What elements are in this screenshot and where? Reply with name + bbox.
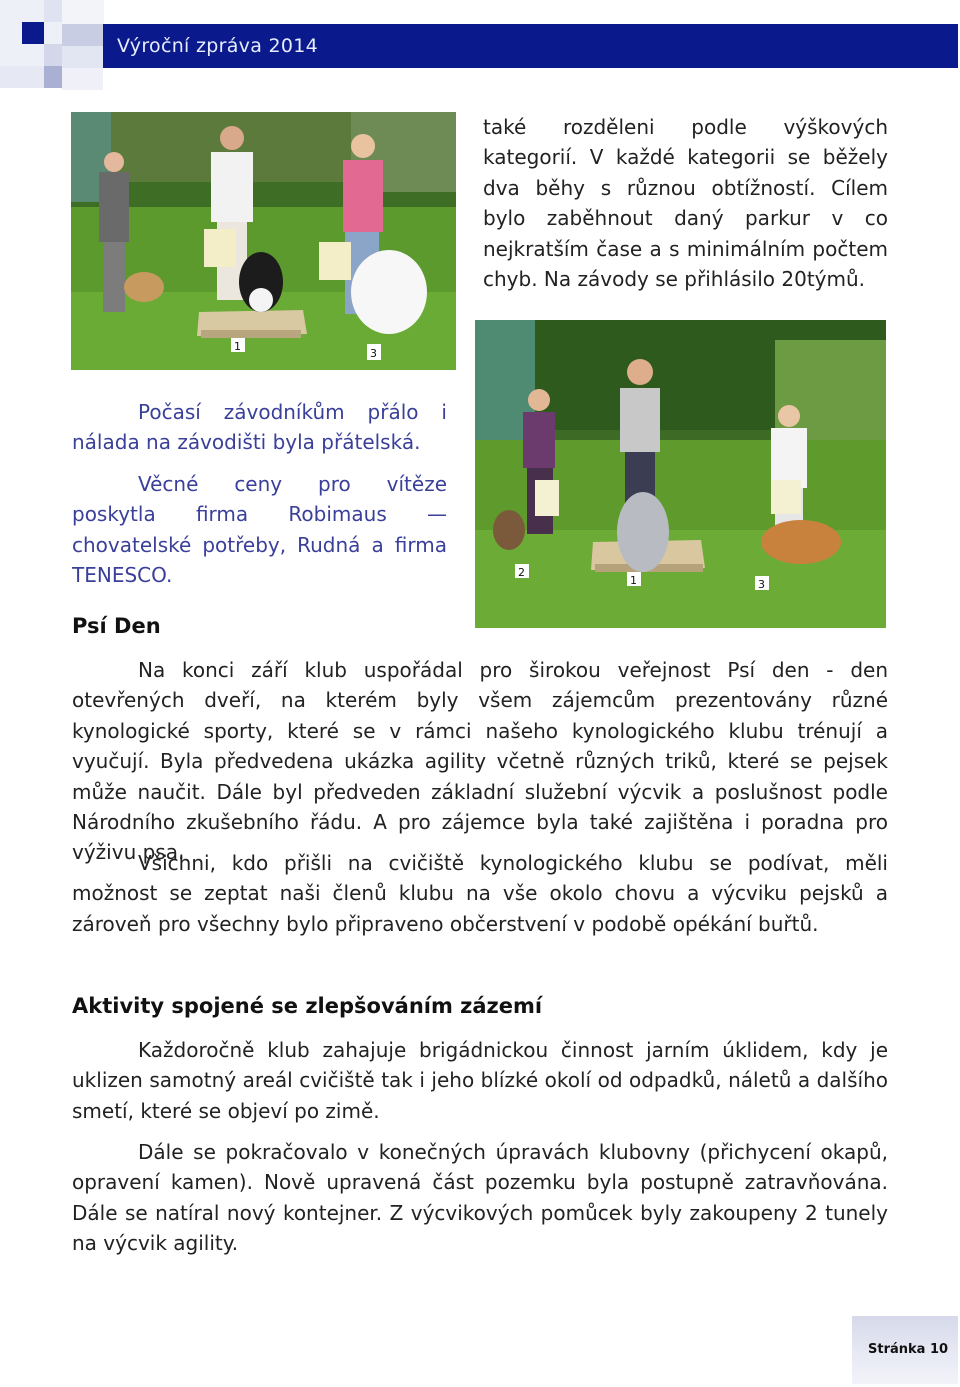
header-bar xyxy=(103,24,958,68)
paragraph: Každoročně klub zahajuje brigádnickou činnost jarním úklidem, kdy je uklizen samotný areál cvičiště tak i jeho blízké okolí od odpadků, náletů a dalšího smetí, které se objeví po zimě. xyxy=(72,1038,888,1123)
placard-label: 2 xyxy=(518,566,525,579)
photo-caption: Počasí závodníkům přálo i nálada na závodišti byla přátelská. xyxy=(72,400,447,455)
page-number: Stránka 10 xyxy=(868,1342,949,1357)
page-footer xyxy=(852,1316,958,1384)
placard-label: 3 xyxy=(758,578,765,591)
document-title: Výroční zpráva 2014 xyxy=(117,35,319,57)
photo-caption: Věcné ceny pro vítěze poskytla firma Robimaus — chovatelské potřeby, Rudná a firma TENESCO. xyxy=(72,472,447,588)
photo-winners-2 xyxy=(475,320,886,628)
paragraph: Na konci září klub uspořádal pro širokou veřejnost Psí den - den otevřených dveří, na kterém byly všem zájemcům prezentovány různé kynologické sporty, které se v rámci našeho kynologického klubu trénují a vyučují. Byla předvedena ukázka agility včetně různých triků, které se pejsek může naučit. Dále byl předveden základní služební výcvik a poslušnost podle Národního zkušebního řádu. A pro zájemce byla také zajištěna i poradna pro výživu psa. xyxy=(72,658,888,865)
section-heading: Psí Den xyxy=(72,614,161,638)
paragraph: Všichni, kdo přišli na cvičiště kynologického klubu se podívat, měli možnost se zeptat naši členů klubu na vše okolo chovu a výcviku pejsků a zároveň pro všechny bylo připraveno občerstvení v podobě opékání buřtů. xyxy=(72,851,888,936)
photo-winners-1 xyxy=(71,112,456,370)
placard-label: 3 xyxy=(370,347,377,360)
paragraph: Dále se pokračovalo v konečných úpravách klubovny (přichycení okapů, opravení kamen). Nově upravená část pozemku byla postupně zatravňována. Dále se natíral nový kontejner. Z výcvikových pomůcek byly zakoupeny 2 tunely na výcvik agility. xyxy=(72,1140,888,1256)
placard-label: 1 xyxy=(234,340,241,353)
paragraph-intro: také rozděleni podle výškových kategorií. V každé kategorii se běžely dva běhy s různou obtížností. Cílem bylo zaběhnout daný parkur v co nejkratším čase a s minimálním počtem chyb. Na závody se přihlásilo 20týmů. xyxy=(483,115,888,292)
placard-label: 1 xyxy=(630,574,637,587)
section-heading: Aktivity spojené se zlepšováním zázemí xyxy=(72,994,543,1018)
